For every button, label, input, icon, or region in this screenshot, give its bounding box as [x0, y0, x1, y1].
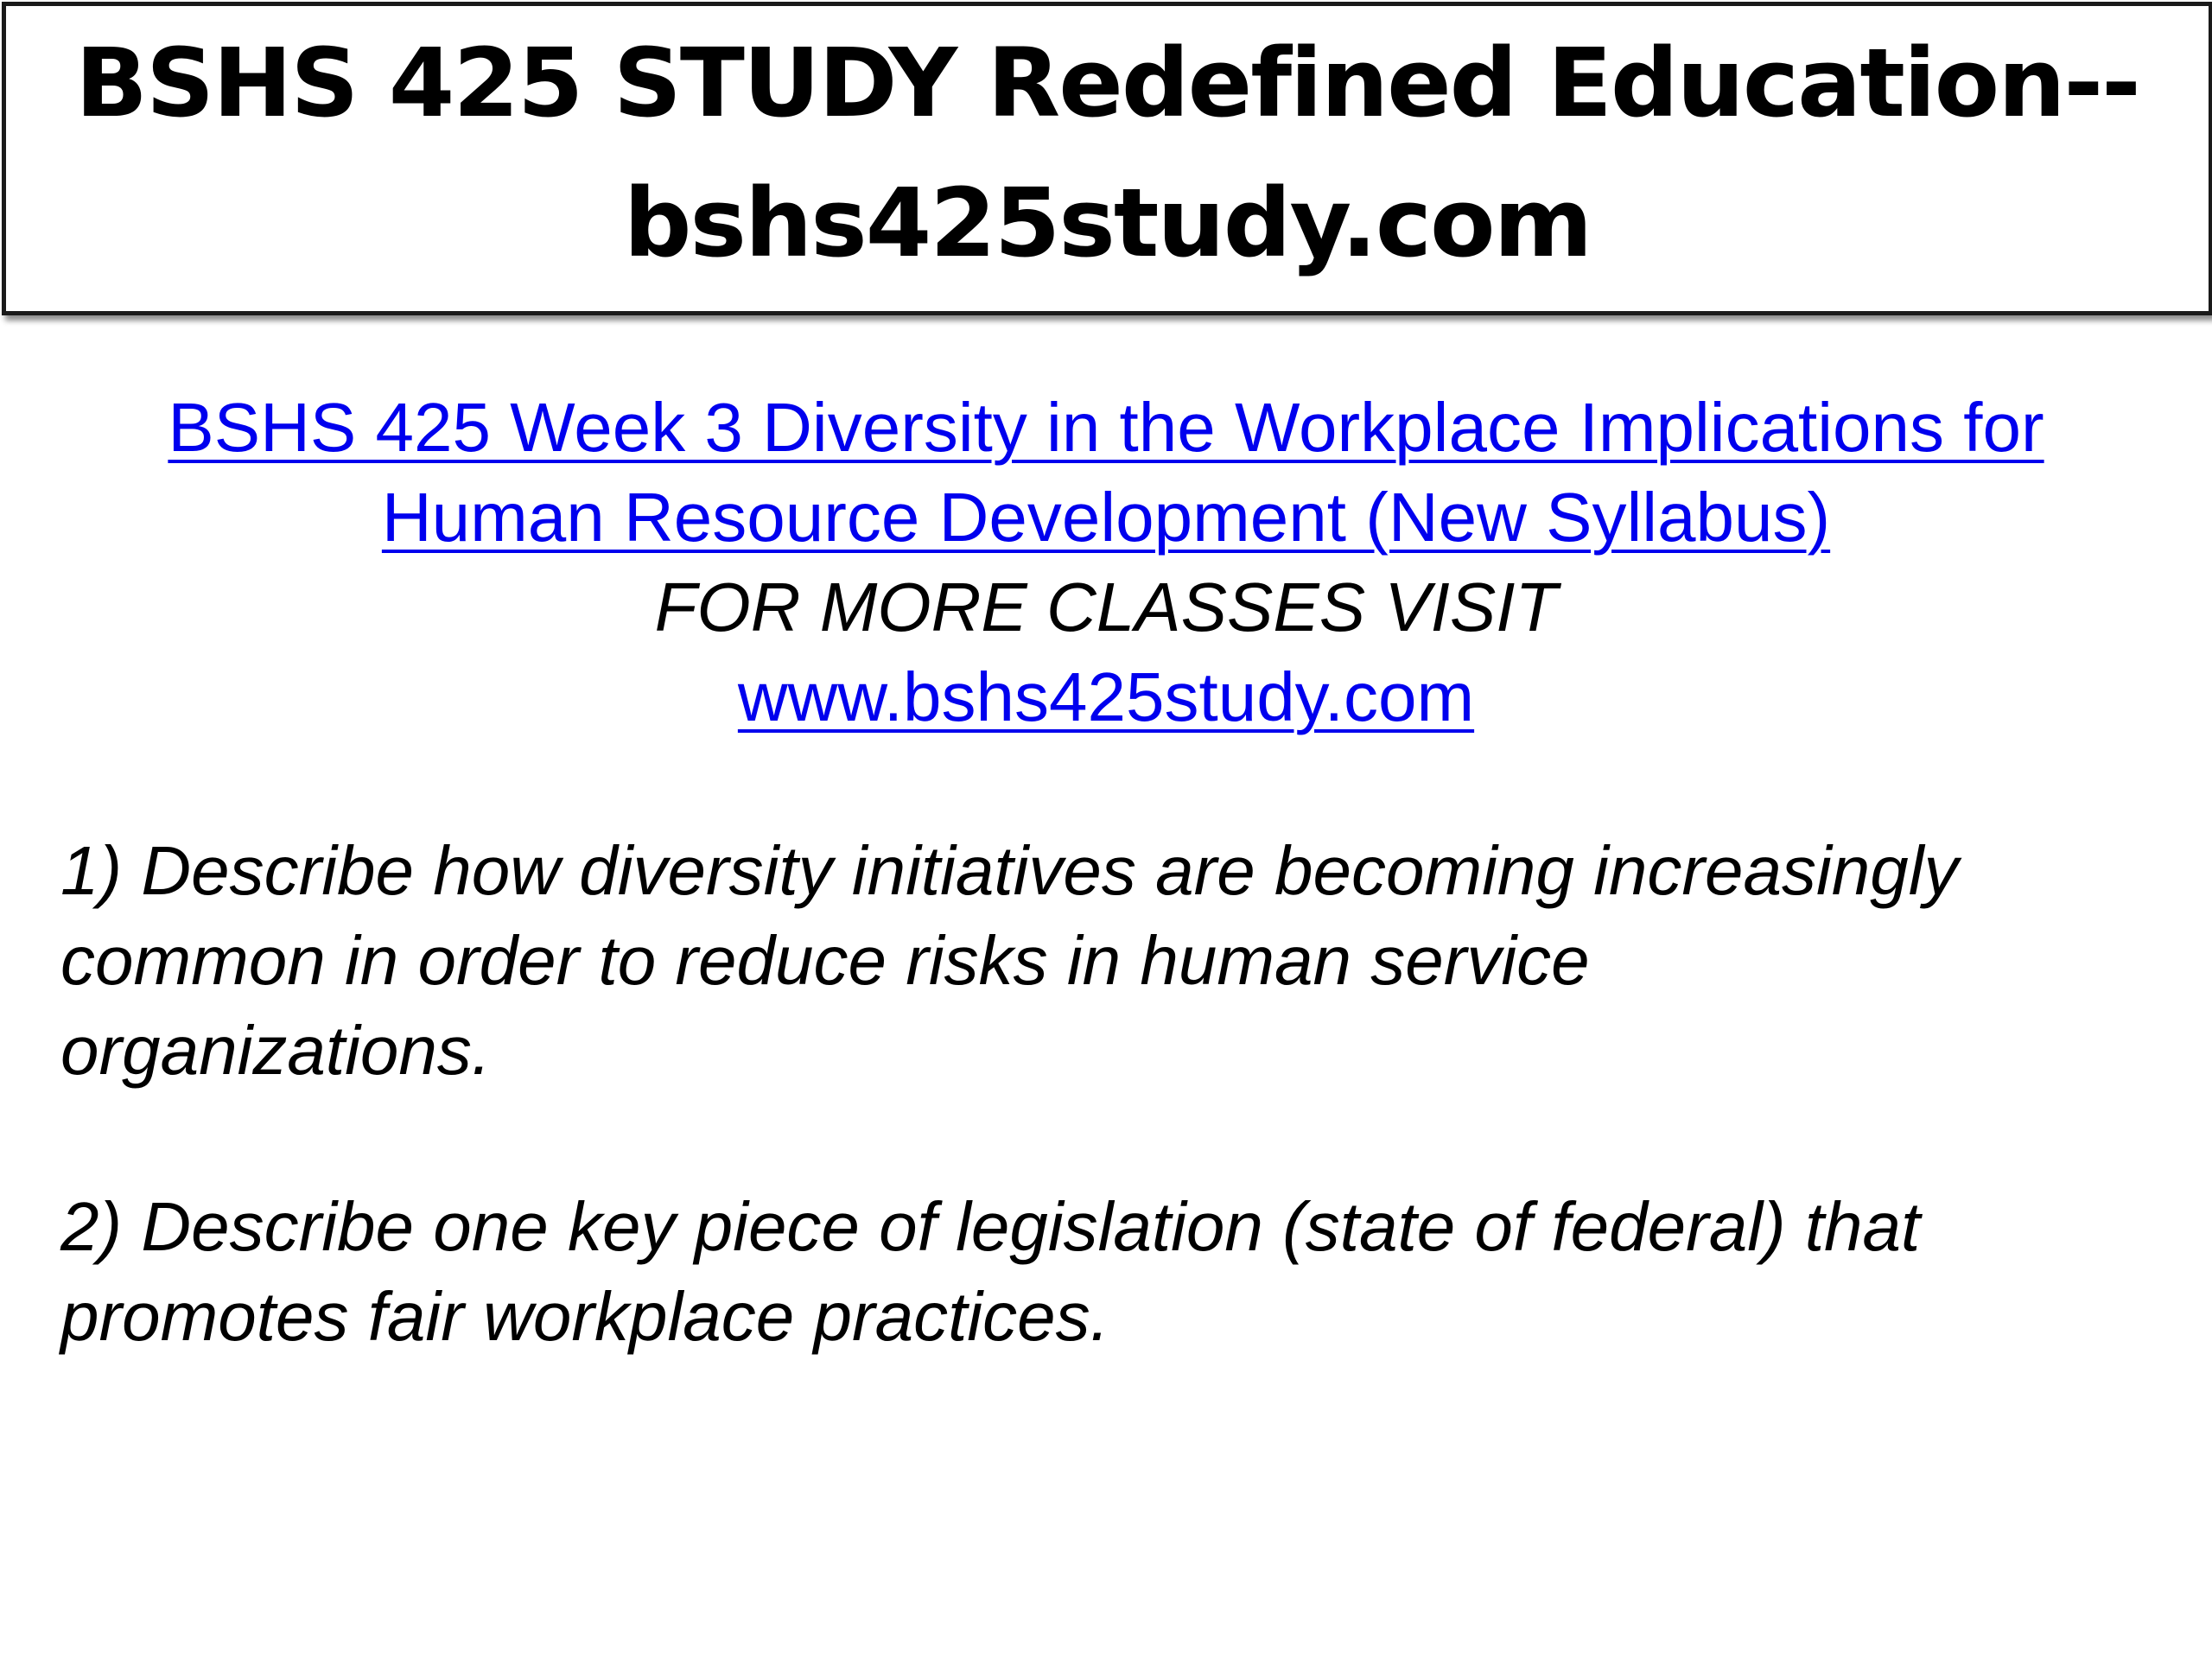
- question-1: 1) Describe how diversity initiatives are becoming increasingly common in order to reduce risks in human service organizations.: [60, 832, 1959, 1089]
- title-banner: [2, 2, 2212, 315]
- page-title: [75, 13, 2139, 293]
- course-link-line-1[interactable]: BSHS 425 Week 3 Diversity in the Workplace Implications for: [168, 389, 2044, 466]
- question-2: 2) Describe one key piece of legislation (state of federal) that promotes fair workplace practices.: [60, 1188, 1921, 1355]
- site-link[interactable]: www.bshs425study.com: [737, 658, 1475, 735]
- question-list: [60, 826, 2169, 1362]
- visit-text: FOR MORE CLASSES VISIT: [654, 569, 1558, 645]
- course-info: [0, 383, 2212, 742]
- title-line-1: BSHS 425 STUDY Redefined Education--: [75, 27, 2139, 138]
- course-link-line-2[interactable]: Human Resource Development (New Syllabus): [381, 479, 1831, 556]
- course-link[interactable]: [0, 383, 2212, 563]
- title-line-2: bshs425study.com: [623, 167, 1592, 278]
